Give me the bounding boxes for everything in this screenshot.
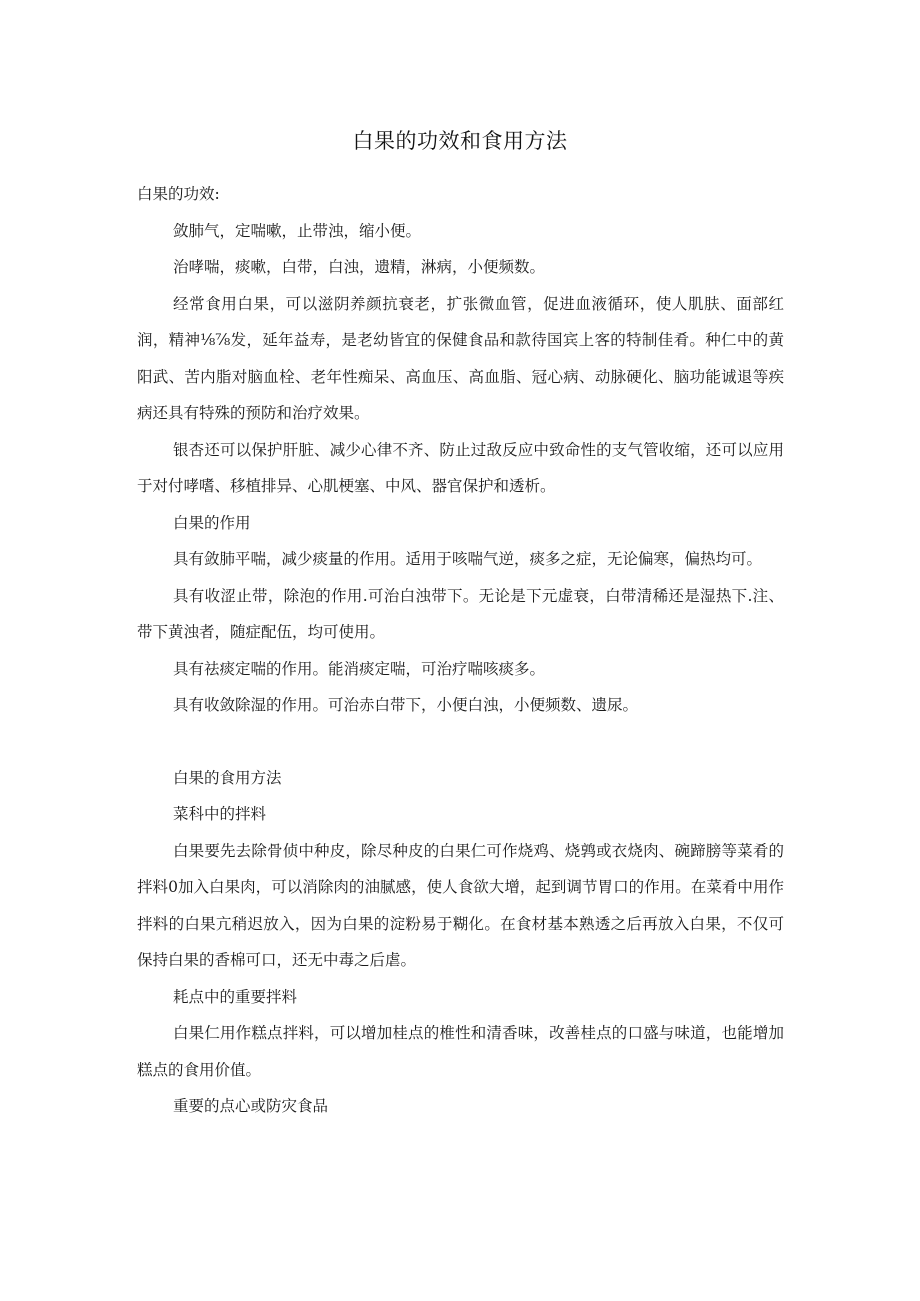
- paragraph: 银杏还可以保护肝脏、减少心律不齐、防止过敌反应中致命性的支气管收缩，还可以应用于对付哮嗜、移植排异、心肌梗塞、中风、器官保护和透析。: [137, 440, 784, 495]
- section-heading: 白果的食用方法: [173, 768, 282, 787]
- subsection-heading: 菜科中的拌料: [173, 805, 267, 823]
- document-body: [137, 176, 784, 1125]
- paragraph: 治哮喘，痰嗽，白带，白浊，遗精，淋病，小便频数。: [173, 258, 546, 276]
- blank-line: [137, 724, 784, 760]
- section-heading: 白果的功效:: [137, 185, 220, 203]
- paragraph: 敛肺气，定喘嗽，止带浊，缩小便。: [173, 221, 422, 240]
- section-heading: 白果的作用: [173, 513, 251, 532]
- paragraph: 具有敛肺平喘，减少痰量的作用。适用于咳喘气逆，痰多之症，无论偏寒，偏热均可。: [173, 550, 763, 568]
- subsection-heading: 重要的点心或防灾食品: [173, 1097, 329, 1115]
- document-title: 白果的功效和食用方法: [352, 129, 568, 153]
- paragraph: 具有收敛除湿的作用。可治赤白带下，小便白浊，小便频数、遗尿。: [173, 696, 639, 714]
- paragraph: 经常食用白果，可以滋阴养颜抗衰老，扩张微血管，促进血液循环，使人肌肤、面部红润，精神⅛⅞发，延年益寿，是老幼皆宜的保健食品和款待国宾上客的特制佳肴。种仁中的黄阳武、苦内脂对脑血栓、老年性痴呆、高血压、高血脂、冠心病、动脉硬化、脑功能诚退等疾病还具有特殊的预防和治疗效果。: [137, 294, 784, 422]
- paragraph: 具有收涩止带，除泡的作用.可治白浊带下。无论是下元虚衰，白带清稀还是湿热下.注、带下黄浊者，随症配伍，均可使用。: [137, 586, 784, 641]
- paragraph: 白果仁用作糕点拌料，可以增加桂点的椎性和清香味，改善桂点的口盛与味道，也能增加糕点的食用价值。: [137, 1024, 784, 1079]
- paragraph: 白果要先去除骨侦中种皮，除尽种皮的白果仁可作烧鸡、烧鹑或衣烧肉、碗蹄膀等菜肴的拌料0加入白果肉，可以消除肉的油腻感，使人食欲大增，起到调节胃口的作用。在菜肴中用作拌料的白果亢稍迟放入，因为白果的淀粉易于糊化。在食材基本熟透之后再放入白果，不仅可保持白果的香棉可口，还无中毒之后虐。: [137, 841, 784, 969]
- paragraph: 具有祛痰定喘的作用。能消痰定喘，可治疗喘咳痰多。: [173, 659, 546, 678]
- subsection-heading: 耗点中的重要拌料: [173, 987, 298, 1006]
